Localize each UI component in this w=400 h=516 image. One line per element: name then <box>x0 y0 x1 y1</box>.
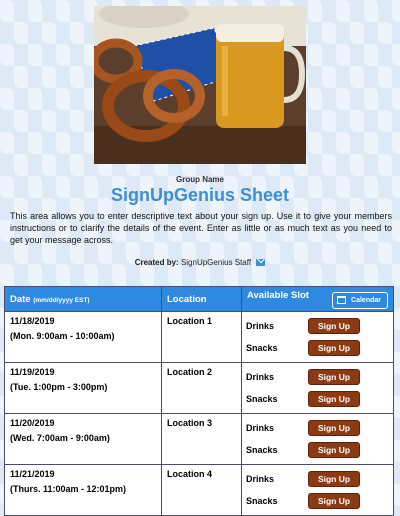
created-by-label: Created by: <box>134 258 179 267</box>
location-cell: Location 1 <box>162 312 242 363</box>
sign-up-button[interactable]: Sign Up <box>308 493 360 509</box>
table-row <box>5 465 394 516</box>
group-name: Group Name <box>175 175 224 184</box>
slot-item <box>246 468 389 490</box>
date-format-label: (mm/dd/yyyy EST) <box>33 296 90 304</box>
sign-up-button[interactable]: Sign Up <box>308 442 360 458</box>
header-image <box>94 6 306 164</box>
slot-column-header <box>242 287 394 312</box>
slot-date: 11/20/2019 <box>10 418 55 428</box>
date-cell <box>5 414 162 465</box>
calendar-icon <box>337 296 346 304</box>
sign-up-button[interactable]: Sign Up <box>308 340 360 356</box>
sign-up-button[interactable]: Sign Up <box>308 391 360 407</box>
signup-table <box>4 286 394 516</box>
location-column-header: Location <box>162 287 242 312</box>
slot-item <box>246 439 389 461</box>
slot-item-label: Drinks <box>246 372 275 382</box>
calendar-button-label: Calendar <box>351 296 381 304</box>
date-column-header <box>5 287 162 312</box>
page-title: SignUpGenius Sheet <box>110 185 290 205</box>
mail-icon[interactable] <box>256 259 265 266</box>
slot-date: 11/18/2019 <box>10 316 55 326</box>
slot-item <box>246 490 389 512</box>
calendar-button[interactable] <box>332 292 388 309</box>
sign-up-button[interactable]: Sign Up <box>308 369 360 385</box>
slot-cell <box>242 312 394 363</box>
table-row <box>5 312 394 363</box>
slot-item-label: Drinks <box>246 474 275 484</box>
created-by-name: SignUpGenius Staff <box>180 258 252 267</box>
slot-cell <box>242 414 394 465</box>
location-cell: Location 4 <box>162 465 242 516</box>
sign-up-button[interactable]: Sign Up <box>308 420 360 436</box>
table-header-row <box>5 287 394 312</box>
slot-item-label: Snacks <box>246 496 278 506</box>
table-row <box>5 414 394 465</box>
slot-item <box>246 388 389 410</box>
slot-cell <box>242 363 394 414</box>
slot-time: (Wed. 7:00am - 9:00am) <box>10 433 110 443</box>
sign-up-button[interactable]: Sign Up <box>308 318 360 334</box>
slot-time: (Tue. 1:00pm - 3:00pm) <box>10 382 108 392</box>
date-cell <box>5 312 162 363</box>
slot-item <box>246 315 389 337</box>
date-cell <box>5 465 162 516</box>
slot-item <box>246 337 389 359</box>
slot-item-label: Drinks <box>246 423 275 433</box>
date-header-label: Date <box>10 293 31 305</box>
slot-item-label: Snacks <box>246 445 278 455</box>
slot-header-label: Available Slot <box>247 289 309 301</box>
slot-date: 11/21/2019 <box>10 469 55 479</box>
location-cell: Location 2 <box>162 363 242 414</box>
sign-up-button[interactable]: Sign Up <box>308 471 360 487</box>
created-by <box>0 258 400 267</box>
slot-date: 11/19/2019 <box>10 367 55 377</box>
slot-item-label: Snacks <box>246 343 278 353</box>
slot-item-label: Snacks <box>246 394 278 404</box>
slot-time: (Mon. 9:00am - 10:00am) <box>10 331 115 341</box>
table-row <box>5 363 394 414</box>
slot-time: (Thurs. 11:00am - 12:01pm) <box>10 484 127 494</box>
slot-item <box>246 366 389 388</box>
slot-cell <box>242 465 394 516</box>
slot-item-label: Drinks <box>246 321 275 331</box>
slot-item <box>246 417 389 439</box>
date-cell <box>5 363 162 414</box>
location-cell: Location 3 <box>162 414 242 465</box>
sheet-description: This area allows you to enter descriptive text about your sign up. Use it to give your members instructions or to clarify the details of the event. Enter as little or as much text as you need to get your message across. <box>10 211 392 245</box>
